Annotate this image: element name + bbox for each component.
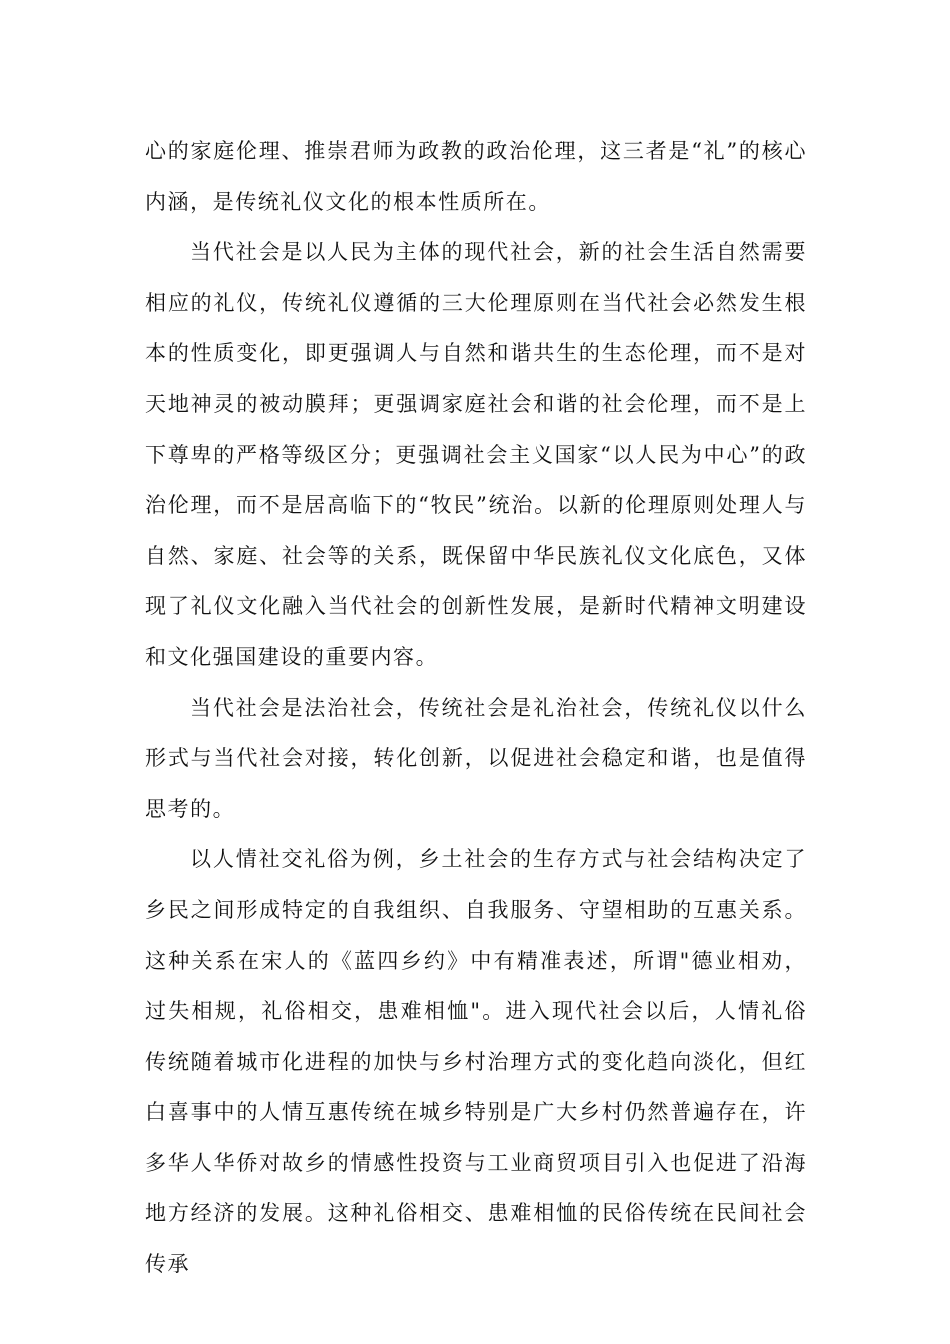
paragraph-1: 心的家庭伦理、推崇君师为政教的政治伦理，这三者是“礼”的核心内涵，是传统礼仪文化的根本性质所在。 xyxy=(145,139,807,214)
paragraph-4: 以人情社交礼俗为例，乡土社会的生存方式与社会结构决定了乡民之间形成特定的自我组织、自我服务、守望相助的互惠关系。这种关系在宋人的《蓝四乡约》中有精准表述，所谓"德业相劝，过失相规，礼俗相交，患难相恤"。进入现代社会以后，人情礼俗传统随着城市化进程的加快与乡村治理方式的变化趋向淡化，但红白喜事中的人情互惠传统在城乡特别是广大乡村仍然普遍存在，许多华人华侨对故乡的情感性投资与工业商贸项目引入也促进了沿海地方经济的发展。这种礼俗相交、患难相恤的民俗传统在民间社会传承 xyxy=(145,847,807,1277)
paragraph-2: 当代社会是以人民为主体的现代社会，新的社会生活自然需要相应的礼仪，传统礼仪遵循的三大伦理原则在当代社会必然发生根本的性质变化，即更强调人与自然和谐共生的生态伦理，而不是对天地神灵的被动膜拜；更强调家庭社会和谐的社会伦理，而不是上下尊卑的严格等级区分；更强调社会主义国家“以人民为中心”的政治伦理，而不是居高临下的“牧民”统治。以新的伦理原则处理人与自然、家庭、社会等的关系，既保留中华民族礼仪文化底色，又体现了礼仪文化融入当代社会的创新性发展，是新时代精神文明建设和文化强国建设的重要内容。 xyxy=(145,240,807,669)
paragraph-3: 当代社会是法治社会，传统社会是礼治社会，传统礼仪以什么形式与当代社会对接，转化创新，以促进社会稳定和谐，也是值得思考的。 xyxy=(145,695,807,821)
body-text xyxy=(145,126,807,1290)
